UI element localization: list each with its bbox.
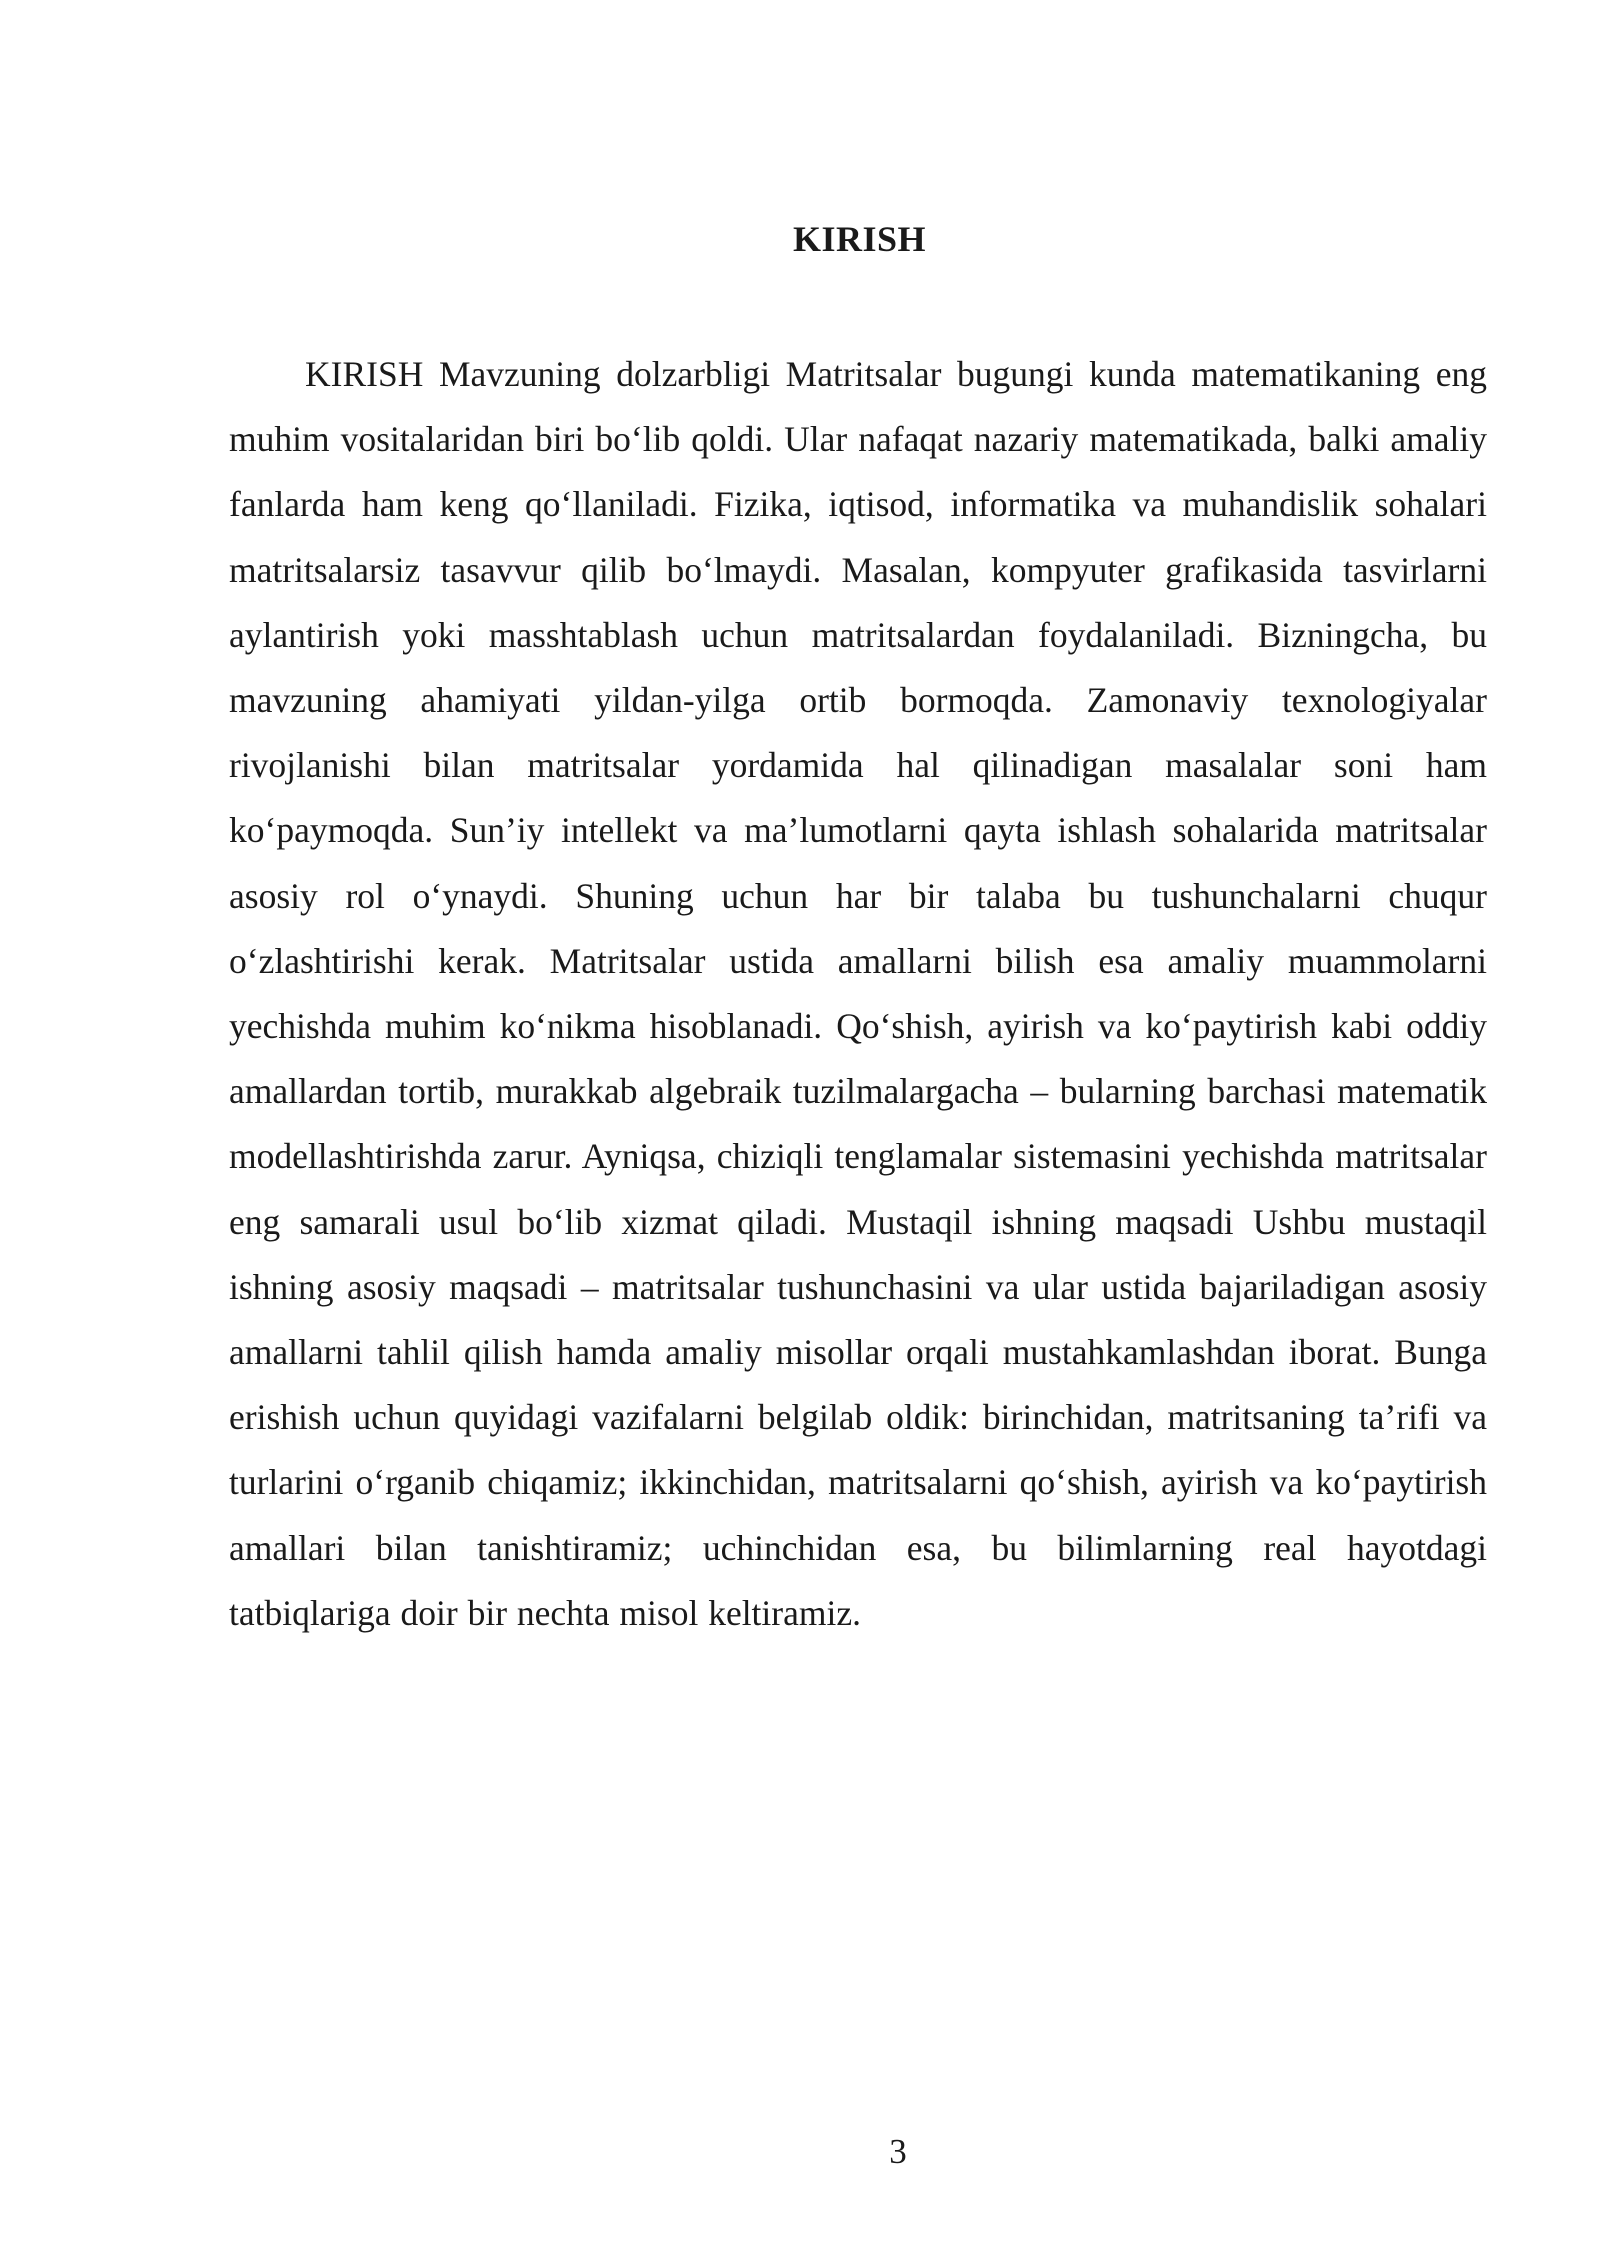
page-number: 3: [889, 2132, 907, 2171]
section-heading: KIRISH: [792, 219, 927, 259]
body-paragraph: KIRISH Mavzuning dolzarbligi Matritsalar bugungi kunda matematikaning eng muhim vositalaridan biri bo‘lib qoldi. Ular nafaqat nazariy matematikada, balki amaliy fanlarda ham keng qo‘llaniladi. Fizika, iqtisod, informatika va muhandislik sohalari matritsalarsiz tasavvur qilib bo‘lmaydi. Masalan, kompyuter grafikasida tasvirlarni aylantirish yoki masshtablash uchun matritsalardan foydalaniladi. Bizningcha, bu mavzuning ahamiyati yildan-yilga ortib bormoqda. Zamonaviy texnologiyalar rivojlanishi bilan matritsalar yordamida hal qilinadigan masalalar soni ham ko‘paymoqda. Sun’iy intellekt va ma’lumotlarni qayta ishlash sohalarida matritsalar asosiy rol o‘ynaydi. Shuning uchun har bir talaba bu tushunchalarni chuqur o‘zlashtirishi kerak. Matritsalar ustida amallarni bilish esa amaliy muammolarni yechishda muhim ko‘nikma hisoblanadi. Qo‘shish, ayirish va ko‘paytirish kabi oddiy amallardan tortib, murakkab algebraik tuzilmalargacha – bularning barchasi matematik modellashtirishda zarur. Ayniqsa, chiziqli tenglamalar sistemasini yechishda matritsalar eng samarali usul bo‘lib xizmat qiladi. Mustaqil ishning maqsadi Ushbu mustaqil ishning asosiy maqsadi – matritsalar tushunchasini va ular ustida bajariladigan asosiy amallarni tahlil qilish hamda amaliy misollar orqali mustahkamlashdan iborat. Bunga erishish uchun quyidagi vazifalarni belgilab oldik: birinchidan, matritsaning ta’rifi va turlarini o‘rganib chiqamiz; ikkinchidan, matritsalarni qo‘shish, ayirish va ko‘paytirish amallari bilan tanishtiramiz; uchinchidan esa, bu bilimlarning real hayotdagi tatbiqlariga doir bir nechta misol keltiramiz.: [229, 354, 1487, 1633]
